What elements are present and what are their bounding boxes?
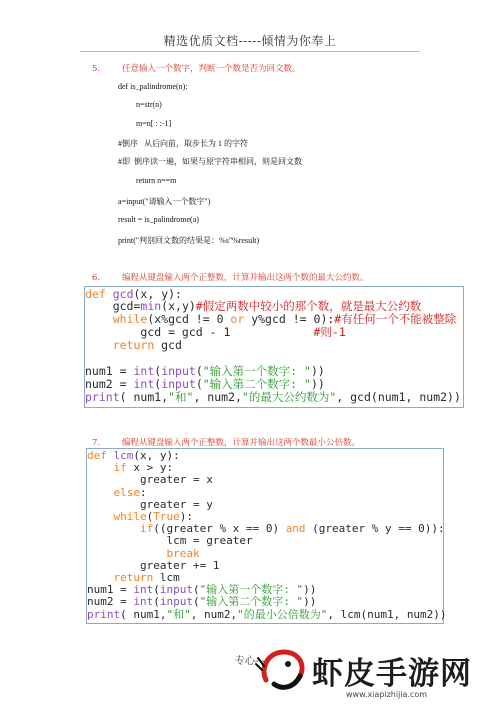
q6-code-line: num1 = int(input("输入第一个数字: ")) bbox=[85, 364, 325, 378]
q6-comment: #假定两数中较小的那个数，就是最大公约数 bbox=[195, 299, 422, 313]
q7-def: def bbox=[87, 449, 107, 462]
q7-fn-name: lcm bbox=[113, 449, 134, 462]
q7-code-line: return lcm bbox=[113, 571, 180, 584]
q7-break: break bbox=[166, 547, 200, 560]
q7-string: "输入第二个数字: " bbox=[199, 595, 304, 608]
shrimp-logo-icon bbox=[252, 640, 312, 700]
q6-code-line: while(x%gcd != 0 or y%gcd != 0):#有任何一个不能被整除 bbox=[112, 312, 457, 326]
watermark-title: 虾皮手游网 bbox=[312, 656, 472, 692]
q7-if: if bbox=[139, 522, 154, 535]
q7-while: while bbox=[113, 510, 147, 523]
q7-true: True bbox=[153, 510, 180, 523]
q6-code-line: gcd = gcd - 1 #则-1 bbox=[85, 325, 346, 339]
q7-code-line: def lcm(x, y): bbox=[87, 449, 180, 462]
page-footer: 专心--- bbox=[234, 656, 266, 667]
q5-number: 5. bbox=[92, 64, 101, 74]
q7-print: print bbox=[87, 608, 121, 621]
q7-code-line: num2 = int(input("输入第二个数字: ")) bbox=[87, 595, 317, 608]
q5-line: #即 倒序读一遍，如果与原字符串相同，则是回文数 bbox=[118, 157, 302, 166]
q6-input: input bbox=[161, 364, 196, 378]
q5-prompt: 任意输入一个数字，判断一个数是否为回文数。 bbox=[122, 64, 301, 74]
q6-print: print bbox=[85, 390, 120, 404]
q5-line: n=str(n) bbox=[136, 100, 162, 109]
q7-else: else bbox=[113, 486, 140, 499]
q5-heading bbox=[92, 62, 301, 74]
q7-input: input bbox=[159, 595, 193, 608]
q7-code-line: else: bbox=[113, 486, 147, 499]
q6-code-line: return gcd bbox=[112, 338, 182, 352]
q5-line: #倒序 从后向前，取步长为 1 的字符 bbox=[118, 139, 248, 148]
q6-code-line: print( num1,"和", num2,"的最大公约数为", gcd(num1, num2)) bbox=[85, 390, 461, 404]
q5-line: a=input("请输入一个数字") bbox=[118, 197, 211, 206]
q5-line: result = is_palindrome(a) bbox=[118, 215, 199, 224]
q7-input: input bbox=[159, 583, 193, 596]
q5-line: m=n[ : :-1] bbox=[136, 119, 172, 128]
q6-int: int bbox=[133, 377, 155, 391]
q6-code-line: gcd=min(x,y)#假定两数中较小的那个数，就是最大公约数 bbox=[85, 299, 422, 313]
q6-comment: #有任何一个不能被整除 bbox=[334, 312, 457, 326]
q6-heading bbox=[92, 271, 369, 283]
q6-code-line: def gcd(x, y): bbox=[85, 287, 182, 301]
q7-int: int bbox=[133, 583, 154, 596]
q7-code-line: num1 = int(input("输入第一个数字: ")) bbox=[87, 583, 317, 596]
q5-line: return n==m bbox=[136, 176, 177, 185]
q7-prompt: 编程从键盘输入两个正整数，计算并输出这两个数最小公倍数。 bbox=[122, 438, 361, 448]
q7-code-line: greater = y bbox=[87, 498, 213, 511]
q6-string: "和" bbox=[168, 390, 194, 404]
header-divider bbox=[80, 51, 420, 52]
q6-number: 6. bbox=[92, 273, 101, 283]
q7-string: "的最小公倍数为" bbox=[237, 608, 328, 621]
q6-def: def bbox=[85, 287, 106, 301]
q7-code-line: greater = x bbox=[87, 473, 213, 486]
q6-string: "的最大公约数为" bbox=[241, 390, 337, 404]
watermark-url: www.xiapizhijia.com bbox=[346, 690, 428, 699]
q6-code-line: num2 = int(input("输入第二个数字: ")) bbox=[85, 377, 325, 391]
q6-string: "输入第一个数字: " bbox=[202, 364, 311, 378]
q7-code-line: greater += 1 bbox=[87, 559, 220, 572]
q7-int: int bbox=[133, 595, 154, 608]
q7-code-line: lcm = greater bbox=[87, 534, 253, 547]
q7-code-line: while(True): bbox=[113, 510, 193, 523]
q6-prompt: 编程从键盘输入两个正整数，计算并输出这两个数的最大公约数。 bbox=[122, 273, 369, 283]
q6-int: int bbox=[133, 364, 155, 378]
q7-code-line: if x > y: bbox=[113, 461, 174, 474]
q7-return: return bbox=[113, 571, 154, 584]
q5-line: print("判别回文数的结果是：%s"%result) bbox=[118, 236, 260, 245]
q6-comment: #则-1 bbox=[313, 325, 346, 339]
q6-min: min bbox=[140, 299, 162, 313]
q6-return: return bbox=[112, 338, 155, 352]
q7-string: "输入第一个数字: " bbox=[199, 583, 304, 596]
q7-string: "和" bbox=[166, 608, 191, 621]
q6-while: while bbox=[112, 312, 148, 326]
q6-string: "输入第二个数字: " bbox=[202, 377, 311, 391]
q7-and: and bbox=[285, 522, 306, 535]
q7-heading bbox=[92, 436, 360, 448]
q7-code-line: print( num1,"和", num2,"的最小公倍数为", lcm(num1, num2)) bbox=[87, 608, 447, 621]
q6-or: or bbox=[230, 312, 245, 326]
page-header: 精选优质文档-----倾情为你奉上 bbox=[163, 34, 337, 48]
q7-number: 7. bbox=[92, 438, 101, 448]
q5-line: def is_palindrome(n): bbox=[118, 82, 188, 91]
q7-if: if bbox=[113, 461, 127, 474]
q7-code-block bbox=[86, 448, 447, 624]
q7-code-line: if((greater % x == 0) and (greater % y == 0)): bbox=[139, 522, 445, 535]
q6-input: input bbox=[161, 377, 196, 391]
q6-fn-name: gcd bbox=[112, 287, 134, 301]
q6-code-block bbox=[84, 286, 464, 408]
